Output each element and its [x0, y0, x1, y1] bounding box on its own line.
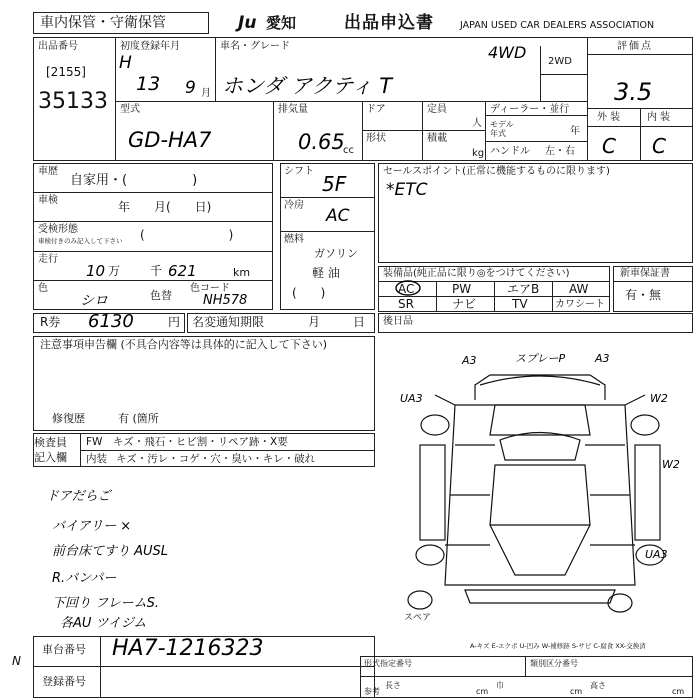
registration-month-unit: 月 — [201, 88, 211, 99]
ref-label: 参考 — [364, 687, 380, 696]
inspector-interior-label: 内装 — [86, 453, 107, 465]
shaken-value: 年 月( 日) — [118, 200, 212, 214]
lot-label: 出品番号 — [38, 41, 78, 52]
dealer-label: ディーラー・並行 — [490, 104, 570, 115]
width-unit: cm — [570, 687, 583, 696]
mileage-rest: 621 — [168, 262, 197, 280]
storage-label: 車内保管・守衛保管 — [40, 15, 166, 31]
width-label: 巾 — [496, 681, 504, 690]
chassis-value: HA7-1216323 — [112, 636, 264, 661]
lot-number: 35133 — [38, 89, 108, 114]
registration-number-label: 登録番号 — [42, 675, 86, 688]
inspector-fw-row: FW キズ・飛石・ヒビ割・リペア跡・X要 — [86, 436, 288, 448]
car-name: ホンダ アクティ T — [222, 74, 393, 98]
shinsa-note: 車検付きのみ記入して下さい — [38, 237, 123, 245]
capacity-label: 定員 — [427, 104, 447, 115]
equipment-label: 装備品(純正品に限り◎をつけてください) — [383, 268, 570, 279]
model-year-unit: 年 — [570, 126, 580, 137]
height-label: 高さ — [590, 681, 606, 690]
inspector-interior-row: キズ・汚レ・コゲ・穴・臭い・キレ・破れ — [116, 453, 316, 465]
warranty-options: 有・無 — [625, 288, 662, 302]
spare-label: スペア — [404, 613, 432, 623]
history-label: 車歴 — [38, 166, 58, 177]
equipment-item: AC — [398, 282, 415, 296]
lot-bracket-number: [2155] — [46, 65, 86, 79]
comment-line: 下回り フレームS. — [52, 596, 159, 611]
color-code-label: 色コード — [190, 283, 230, 294]
fuel-other: ( ) — [292, 286, 326, 300]
inspector-label-1: 検査員 — [34, 436, 67, 449]
brand-region: 愛知 — [266, 14, 297, 32]
sales-point-label: セールスポイント(正常に機能するものに限ります) — [383, 166, 610, 177]
equipment-item: ナビ — [452, 297, 477, 311]
rating-exterior-label: 外装 — [597, 112, 623, 123]
registration-month: 9 — [185, 78, 196, 98]
shinsa-label: 受検形態 — [38, 224, 78, 235]
diagram-label-top-left: A3 — [462, 354, 477, 367]
regulation-month: 月 — [308, 315, 321, 329]
mileage-man-unit: 万 — [108, 264, 121, 278]
rating-score: 3.5 — [614, 78, 653, 106]
model-year-label: モデル年式 — [490, 120, 514, 138]
equipment-item: エアB — [507, 282, 540, 296]
repair-label: 修復歴 — [52, 412, 85, 425]
drive-4wd: 4WD — [488, 43, 527, 62]
inspector-label-2: 記入欄 — [34, 451, 67, 464]
rating-interior: C — [652, 134, 666, 158]
car-damage-diagram — [395, 345, 685, 630]
capacity-unit: 人 — [472, 118, 482, 129]
displacement-unit: cc — [343, 145, 354, 156]
approval-label: 形式指定番号 — [364, 659, 412, 668]
load-label: 積載 — [427, 133, 447, 144]
door-label: ドア — [366, 104, 386, 115]
chassis-label: 車台番号 — [42, 643, 86, 656]
sales-point-frame — [378, 163, 693, 263]
displacement-value: 0.65 — [298, 130, 345, 154]
mileage-man: 10 — [86, 262, 106, 280]
category-label: 類別区分番号 — [530, 659, 578, 668]
mileage-label: 走行 — [38, 254, 58, 265]
brand-logo: Ju — [238, 13, 257, 33]
model-label: 型式 — [120, 104, 140, 115]
shape-label: 形状 — [366, 133, 386, 144]
equipment-item: カワシート — [555, 299, 605, 310]
handle-options: 左・右 — [545, 146, 575, 157]
sales-point-value: *ETC — [386, 180, 428, 200]
postfit-frame — [378, 313, 693, 333]
diagram-label-top-center: スプレーP — [515, 352, 566, 365]
shift-value: 5F — [322, 172, 347, 196]
color-replace-label: 色替 — [150, 289, 172, 302]
comment-line: R.バンパー — [52, 571, 117, 586]
damage-legend: A-キズ E-エクボ U-凹み W-補修跡 S-サビ C-腐食 XX-交換済 — [470, 642, 646, 650]
mileage-unit: km — [233, 266, 251, 279]
warranty-label: 新車保証書 — [620, 268, 670, 279]
fuel-label: 燃料 — [284, 234, 304, 245]
postfit-label: 後日品 — [383, 316, 413, 327]
handle-label: ハンドル — [490, 146, 530, 157]
diagram-label-right: W2 — [662, 458, 680, 471]
association-name: JAPAN USED CAR DEALERS ASSOCIATION — [460, 20, 655, 31]
repair-value: 有 (箇所 — [118, 412, 159, 425]
comment-line: バイアリー × — [52, 519, 132, 534]
equipment-item: SR — [398, 297, 414, 311]
equipment-ac-circle — [394, 279, 424, 297]
diagram-label-top-right: A3 — [595, 352, 610, 365]
registration-year: 13 — [136, 73, 161, 95]
equipment-item: TV — [512, 297, 528, 311]
equipment-item: AW — [569, 282, 589, 296]
height-unit: cm — [672, 687, 685, 696]
recycle-value: 6130 — [88, 311, 134, 332]
fuel-diesel: 軽 油 — [312, 266, 340, 280]
color-label: 色 — [38, 283, 48, 294]
displacement-label: 排気量 — [278, 104, 308, 115]
registration-label: 初度登録年月 — [120, 41, 180, 52]
cooler-label: 冷房 — [284, 200, 304, 211]
mileage-sen: 千 — [150, 264, 163, 278]
rating-interior-label: 内装 — [647, 112, 673, 123]
shift-label: シフト — [284, 166, 314, 177]
page-title: 出品申込書 — [344, 13, 434, 33]
shinsa-paren: ( ) — [140, 228, 234, 242]
registration-era: H — [119, 53, 132, 73]
equipment-item: PW — [452, 282, 472, 296]
car-name-label: 車名・グレード — [220, 41, 290, 52]
shaken-label: 車検 — [38, 195, 58, 206]
recycle-unit: 円 — [168, 315, 181, 329]
regulation-label: 名変通知期限 — [192, 315, 265, 329]
length-unit: cm — [476, 687, 489, 696]
drive-2wd: 2WD — [548, 56, 572, 67]
diagram-label-left: UA3 — [400, 392, 423, 405]
load-unit: kg — [472, 148, 485, 159]
rating-exterior: C — [602, 134, 616, 158]
color-value: シロ — [80, 293, 108, 309]
model-value: GD-HA7 — [128, 128, 212, 152]
comment-line: 前台床てすり AUSL — [52, 544, 169, 559]
fuel-gas: ガソリン — [314, 247, 358, 260]
history-value: 自家用・( ) — [70, 173, 198, 188]
rating-label: 評価点 — [617, 41, 653, 52]
diagram-label-right: UA3 — [645, 548, 668, 561]
color-code: NH578 — [203, 293, 248, 308]
comment-line: 各AU ツイジム — [60, 616, 147, 631]
comment-line: ドアだらご — [46, 489, 111, 504]
margin-mark: N — [12, 654, 21, 668]
length-label: 長さ — [385, 681, 401, 690]
diagram-label-right: W2 — [650, 392, 668, 405]
cooler-value: AC — [326, 206, 350, 226]
recycle-label: R券 — [40, 315, 61, 329]
regulation-day: 日 — [353, 315, 366, 329]
notes-label: 注意事項申告欄 (不具合内容等は具体的に記入して下さい) — [40, 338, 328, 351]
